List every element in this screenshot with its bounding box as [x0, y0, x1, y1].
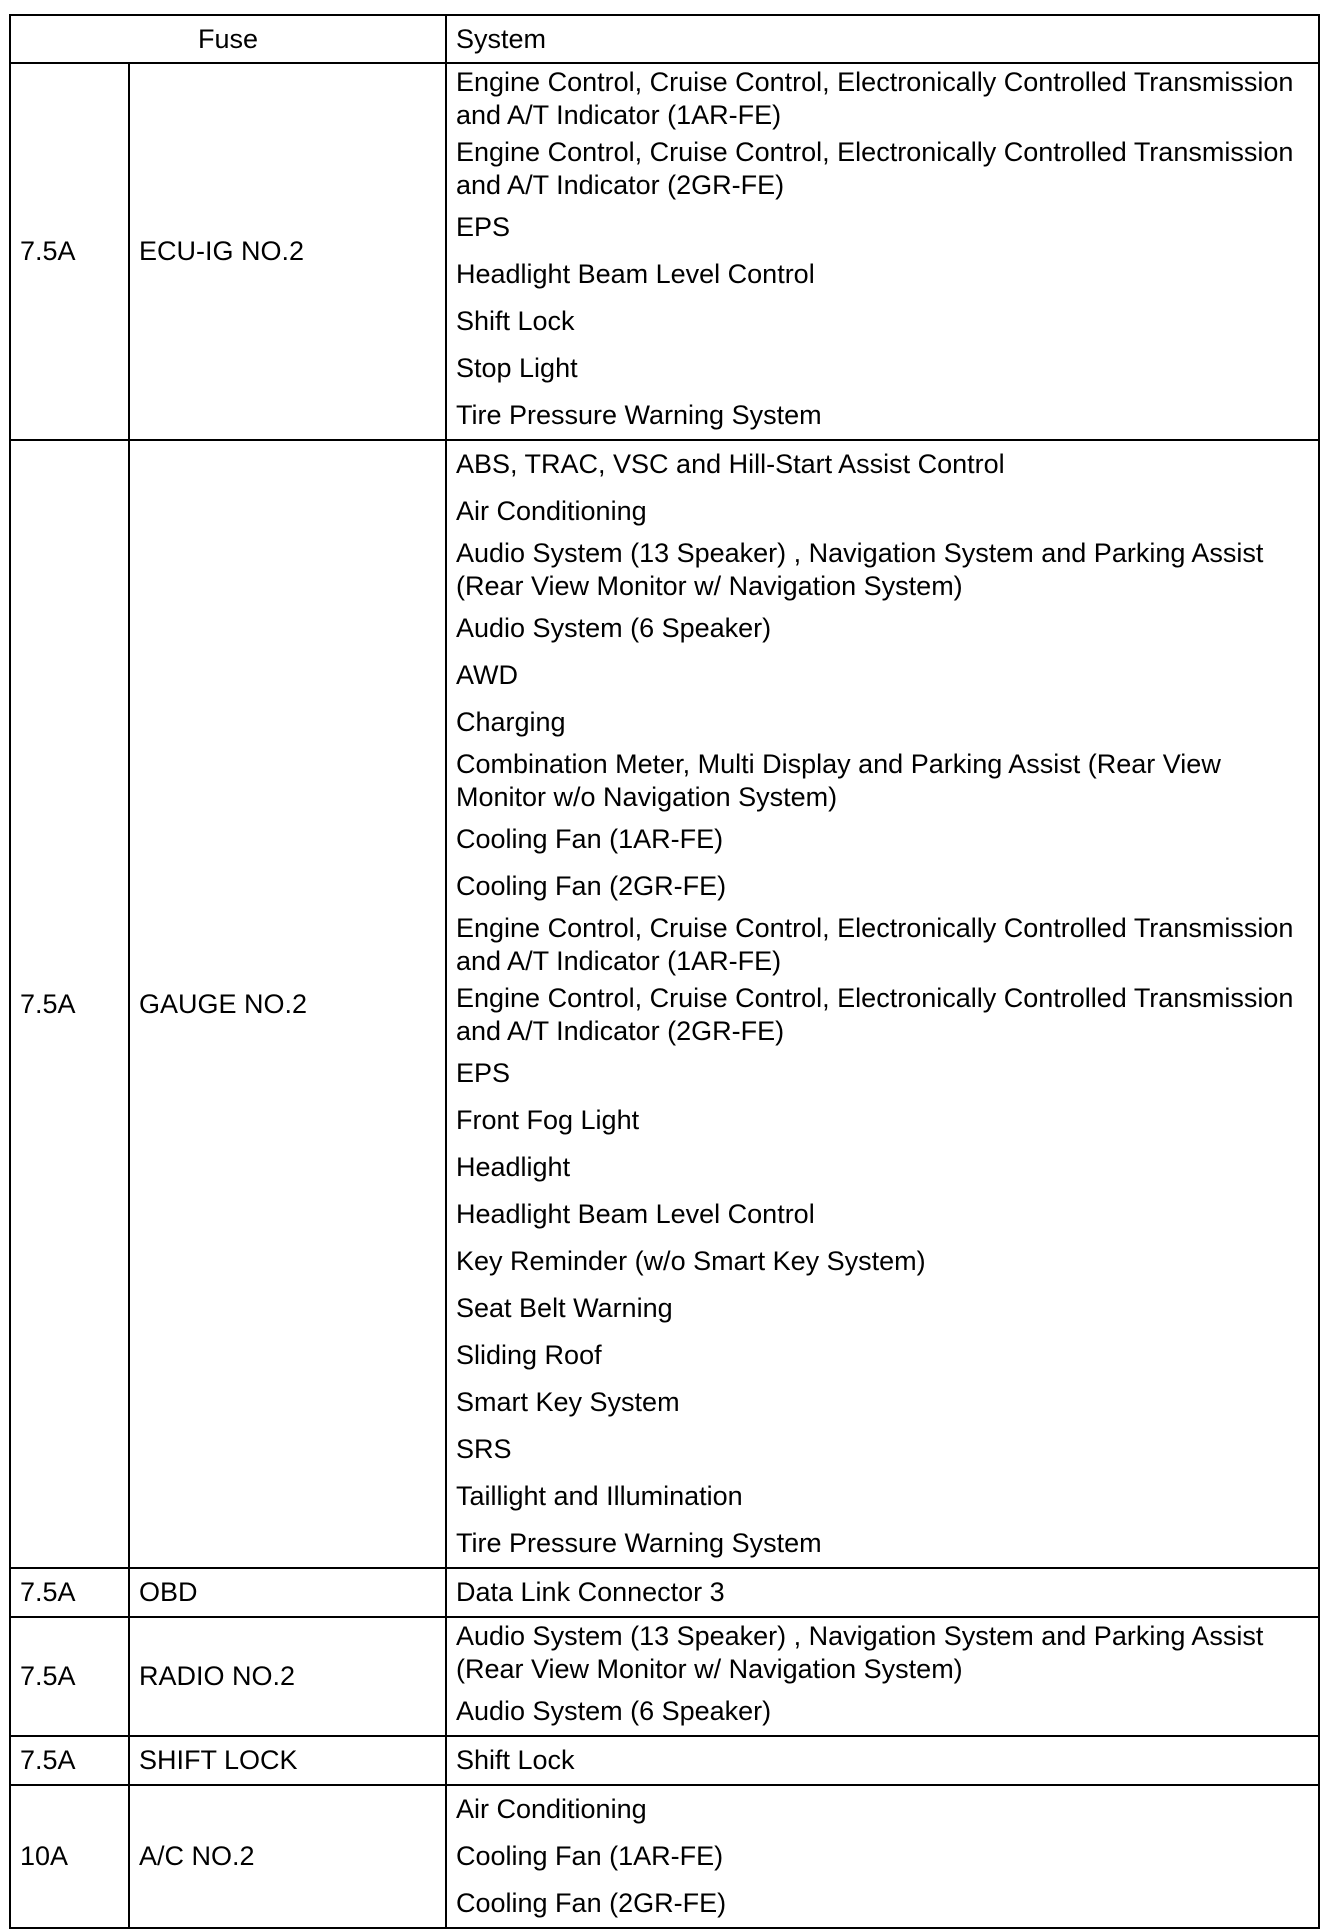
fuse-amperage: 7.5A — [10, 1617, 129, 1736]
fuse-name: RADIO NO.2 — [129, 1617, 446, 1736]
system-item: Cooling Fan (2GR-FE) — [456, 1888, 727, 1918]
system-list — [446, 1617, 1319, 1736]
fuse-amperage: 10A — [10, 1785, 129, 1928]
table-row — [10, 1736, 1319, 1785]
system-item: Cooling Fan (1AR-FE) — [456, 1841, 724, 1871]
system-list — [446, 1785, 1319, 1928]
fuse-name: A/C NO.2 — [129, 1785, 446, 1928]
table-header-row — [10, 15, 1319, 63]
system-item: Cooling Fan (2GR-FE) — [456, 871, 727, 901]
system-item: Tire Pressure Warning System — [456, 400, 822, 430]
fuse-amperage: 7.5A — [10, 63, 129, 440]
system-item: SRS — [456, 1434, 512, 1464]
table-body — [10, 63, 1319, 1928]
system-item: EPS — [456, 1058, 511, 1088]
system-item: EPS — [456, 212, 511, 242]
system-item: ABS, TRAC, VSC and Hill-Start Assist Control — [456, 449, 1005, 479]
system-item: Seat Belt Warning — [456, 1293, 673, 1323]
system-item: Key Reminder (w/o Smart Key System) — [456, 1246, 926, 1276]
system-item: Cooling Fan (1AR-FE) — [456, 824, 724, 854]
system-item: Headlight Beam Level Control — [456, 259, 815, 289]
table-row — [10, 1617, 1319, 1736]
fuse-column-header: Fuse — [10, 15, 446, 63]
system-list — [446, 1568, 1319, 1617]
system-item: AWD — [456, 660, 518, 690]
system-item: Air Conditioning — [456, 1794, 647, 1824]
fuse-amperage: 7.5A — [10, 1736, 129, 1785]
fuse-amperage: 7.5A — [10, 440, 129, 1568]
fuse-name: SHIFT LOCK — [129, 1736, 446, 1785]
system-item: Audio System (6 Speaker) — [456, 613, 772, 643]
system-item: Tire Pressure Warning System — [456, 1528, 822, 1558]
system-item: Engine Control, Cruise Control, Electronically Controlled Transmission and A/T Indicator (1AR-FE) — [456, 67, 1294, 130]
system-item: Air Conditioning — [456, 496, 647, 526]
table-row — [10, 63, 1319, 440]
table-row — [10, 440, 1319, 1568]
system-item: Smart Key System — [456, 1387, 680, 1417]
system-item: Combination Meter, Multi Display and Parking Assist (Rear View Monitor w/o Navigation System) — [456, 749, 1221, 812]
system-item: Stop Light — [456, 353, 578, 383]
system-item: Audio System (13 Speaker) , Navigation System and Parking Assist (Rear View Monitor w/ Navigation System) — [456, 538, 1264, 601]
fuse-system-table — [9, 14, 1320, 1929]
system-item: Charging — [456, 707, 566, 737]
table-row — [10, 1568, 1319, 1617]
system-item: Engine Control, Cruise Control, Electronically Controlled Transmission and A/T Indicator (1AR-FE) — [456, 913, 1294, 976]
system-item: Engine Control, Cruise Control, Electronically Controlled Transmission and A/T Indicator (2GR-FE) — [456, 137, 1294, 200]
system-item: Data Link Connector 3 — [456, 1577, 725, 1607]
fuse-name: GAUGE NO.2 — [129, 440, 446, 1568]
system-item: Shift Lock — [456, 1745, 575, 1775]
system-list — [446, 440, 1319, 1568]
fuse-amperage: 7.5A — [10, 1568, 129, 1617]
system-item: Front Fog Light — [456, 1105, 640, 1135]
system-item: Taillight and Illumination — [456, 1481, 743, 1511]
table-row — [10, 1785, 1319, 1928]
system-item: Shift Lock — [456, 306, 575, 336]
system-item: Audio System (13 Speaker) , Navigation System and Parking Assist (Rear View Monitor w/ Navigation System) — [456, 1621, 1264, 1684]
fuse-name: ECU-IG NO.2 — [129, 63, 446, 440]
system-item: Headlight — [456, 1152, 571, 1182]
system-item: Engine Control, Cruise Control, Electronically Controlled Transmission and A/T Indicator (2GR-FE) — [456, 983, 1294, 1046]
system-item: Audio System (6 Speaker) — [456, 1696, 772, 1726]
system-list — [446, 63, 1319, 440]
system-list — [446, 1736, 1319, 1785]
system-column-header: System — [446, 15, 1319, 63]
system-item: Headlight Beam Level Control — [456, 1199, 815, 1229]
fuse-name: OBD — [129, 1568, 446, 1617]
system-item: Sliding Roof — [456, 1340, 602, 1370]
